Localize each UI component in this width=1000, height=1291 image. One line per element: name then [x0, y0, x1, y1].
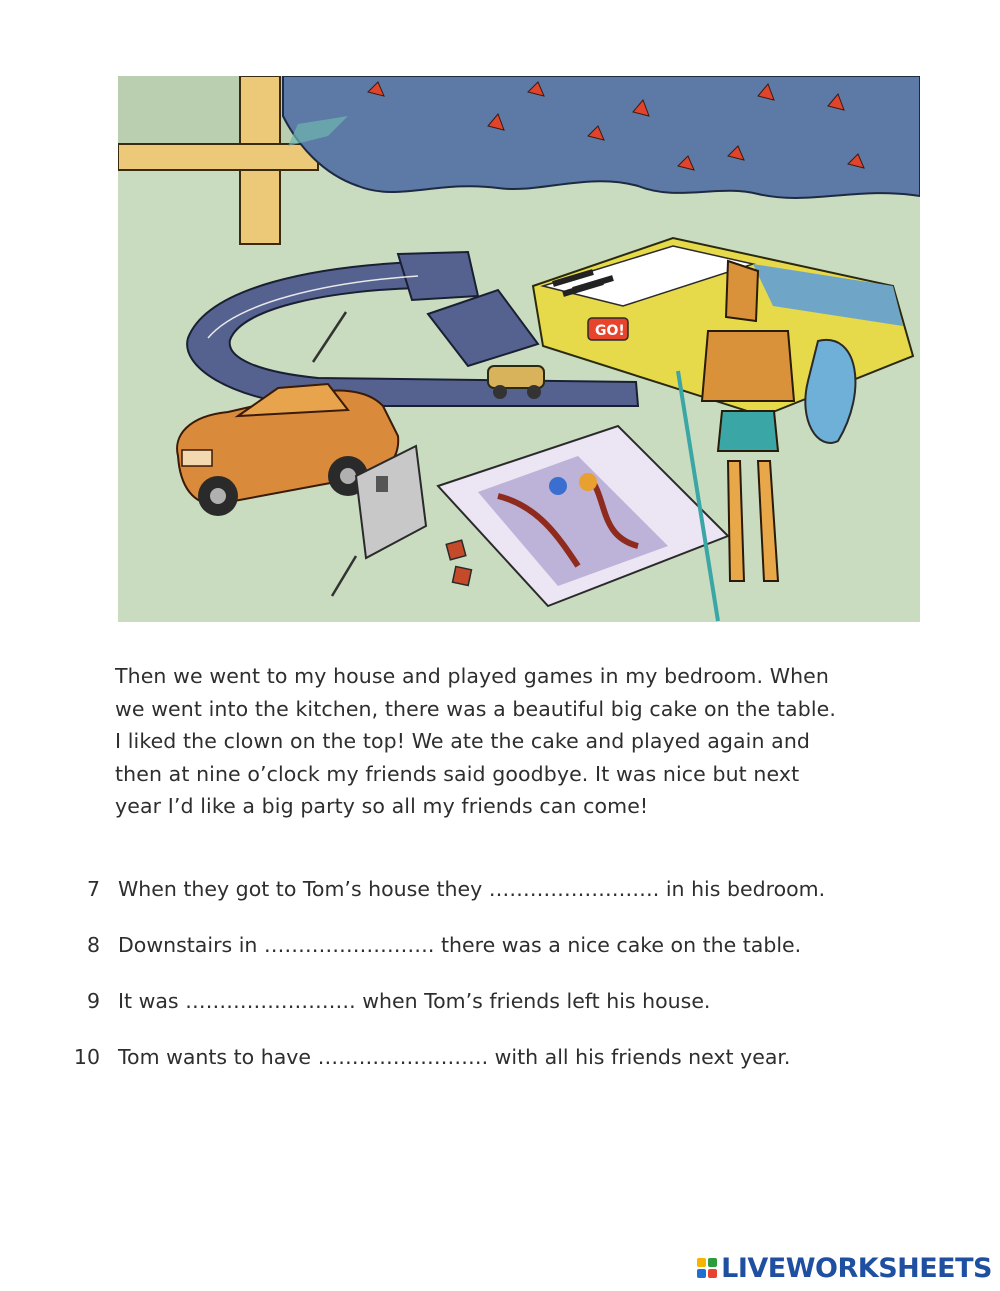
- story-line: year I’d like a big party so all my friends can come!: [115, 794, 649, 818]
- question-number: 10: [73, 1045, 100, 1069]
- question-number: 7: [86, 877, 100, 901]
- question-text-after: when Tom’s friends left his house.: [362, 989, 711, 1013]
- question-text-before: It was: [118, 989, 179, 1013]
- toys-on-bedroom-floor-illustration: [118, 76, 920, 622]
- story-paragraph: [115, 660, 935, 823]
- question-7: [70, 872, 825, 906]
- brand-grid-icon: [697, 1258, 717, 1278]
- question-text-before: When they got to Tom’s house they: [118, 877, 483, 901]
- game-box-label: GO!: [595, 323, 625, 339]
- toys-illustration: [118, 76, 920, 622]
- question-text-before: Tom wants to have: [118, 1045, 312, 1069]
- question-text-after: with all his friends next year.: [494, 1045, 791, 1069]
- question-text-after: in his bedroom.: [665, 877, 826, 901]
- question-text-after: there was a nice cake on the table.: [440, 933, 802, 957]
- question-8: [70, 928, 801, 962]
- brand-wordmark: LIVEWORKSHEETS: [721, 1252, 992, 1284]
- story-line: then at nine o’clock my friends said goodbye. It was nice but next: [115, 761, 800, 786]
- question-9: [70, 984, 710, 1018]
- question-10: [70, 1040, 790, 1074]
- story-line: we went into the kitchen, there was a beautiful big cake on the table.: [115, 696, 836, 721]
- question-number: 8: [86, 933, 100, 957]
- answer-blank[interactable]: …………………….: [317, 1045, 489, 1069]
- liveworksheets-logo[interactable]: [697, 1253, 992, 1283]
- answer-blank[interactable]: …………………….: [488, 877, 660, 901]
- story-line: Then we went to my house and played games in my bedroom. When: [115, 664, 829, 688]
- question-text-before: Downstairs in: [118, 933, 258, 957]
- answer-blank[interactable]: …………………….: [185, 989, 356, 1013]
- answer-blank[interactable]: …………………….: [263, 933, 435, 957]
- question-number: 9: [86, 989, 100, 1013]
- story-line: I liked the clown on the top! We ate the cake and played again and: [115, 729, 811, 753]
